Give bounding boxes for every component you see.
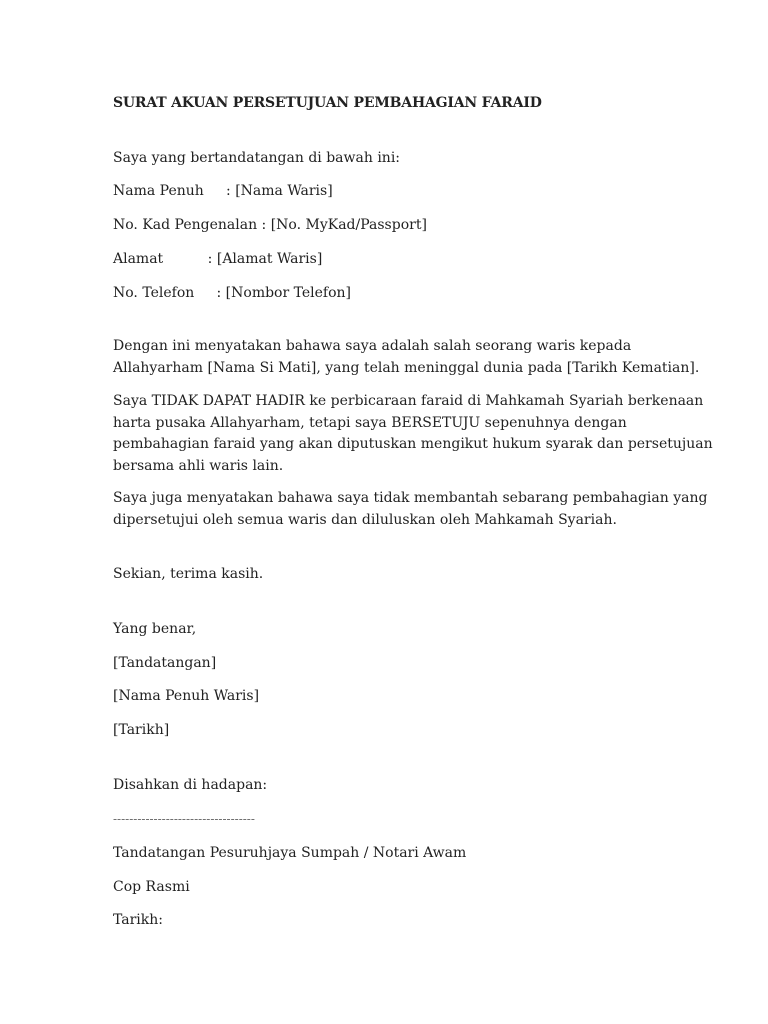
paragraph-line: Saya juga menyatakan bahawa saya tidak membantah sebarang pembahagian yang xyxy=(113,490,708,506)
signature-dash-line: ----------------------------------- xyxy=(113,812,255,826)
field-kad-pengenalan: No. Kad Pengenalan : [No. MyKad/Passport] xyxy=(113,217,427,233)
salutation: Yang benar, xyxy=(113,621,197,637)
paragraph-no-objection xyxy=(113,488,708,531)
paragraph-declaration xyxy=(113,336,700,379)
field-telefon: No. Telefon : [Nombor Telefon] xyxy=(113,285,352,301)
commissioner-signature-label: Tandatangan Pesuruhjaya Sumpah / Notari Awam xyxy=(113,845,467,861)
document-title: SURAT AKUAN PERSETUJUAN PEMBAHAGIAN FARAID xyxy=(113,95,542,111)
official-stamp-label: Cop Rasmi xyxy=(113,879,190,895)
witness-heading: Disahkan di hadapan: xyxy=(113,777,268,793)
paragraph-line: Saya TIDAK DAPAT HADIR ke perbicaraan faraid di Mahkamah Syariah berkenaan xyxy=(113,393,704,409)
paragraph-line: Allahyarham [Nama Si Mati], yang telah meninggal dunia pada [Tarikh Kematian]. xyxy=(113,359,700,376)
date-placeholder: [Tarikh] xyxy=(113,722,170,738)
full-name-placeholder: [Nama Penuh Waris] xyxy=(113,688,260,704)
intro-text: Saya yang bertandatangan di bawah ini: xyxy=(113,150,401,166)
closing-text: Sekian, terima kasih. xyxy=(113,566,264,582)
paragraph-line: bersama ahli waris lain. xyxy=(113,457,284,474)
field-nama-penuh: Nama Penuh : [Nama Waris] xyxy=(113,183,333,199)
signature-placeholder: [Tandatangan] xyxy=(113,655,217,671)
paragraph-line: dipersetujui oleh semua waris dan diluluskan oleh Mahkamah Syariah. xyxy=(113,511,617,528)
paragraph-line: pembahagian faraid yang akan diputuskan mengikut hukum syarak dan persetujuan xyxy=(113,436,713,452)
paragraph-line: harta pusaka Allahyarham, tetapi saya BERSETUJU sepenuhnya dengan xyxy=(113,414,627,431)
field-alamat: Alamat : [Alamat Waris] xyxy=(113,251,323,267)
paragraph-consent xyxy=(113,391,713,477)
paragraph-line: Dengan ini menyatakan bahawa saya adalah salah seorang waris kepada xyxy=(113,338,632,354)
witness-date-label: Tarikh: xyxy=(113,912,163,928)
